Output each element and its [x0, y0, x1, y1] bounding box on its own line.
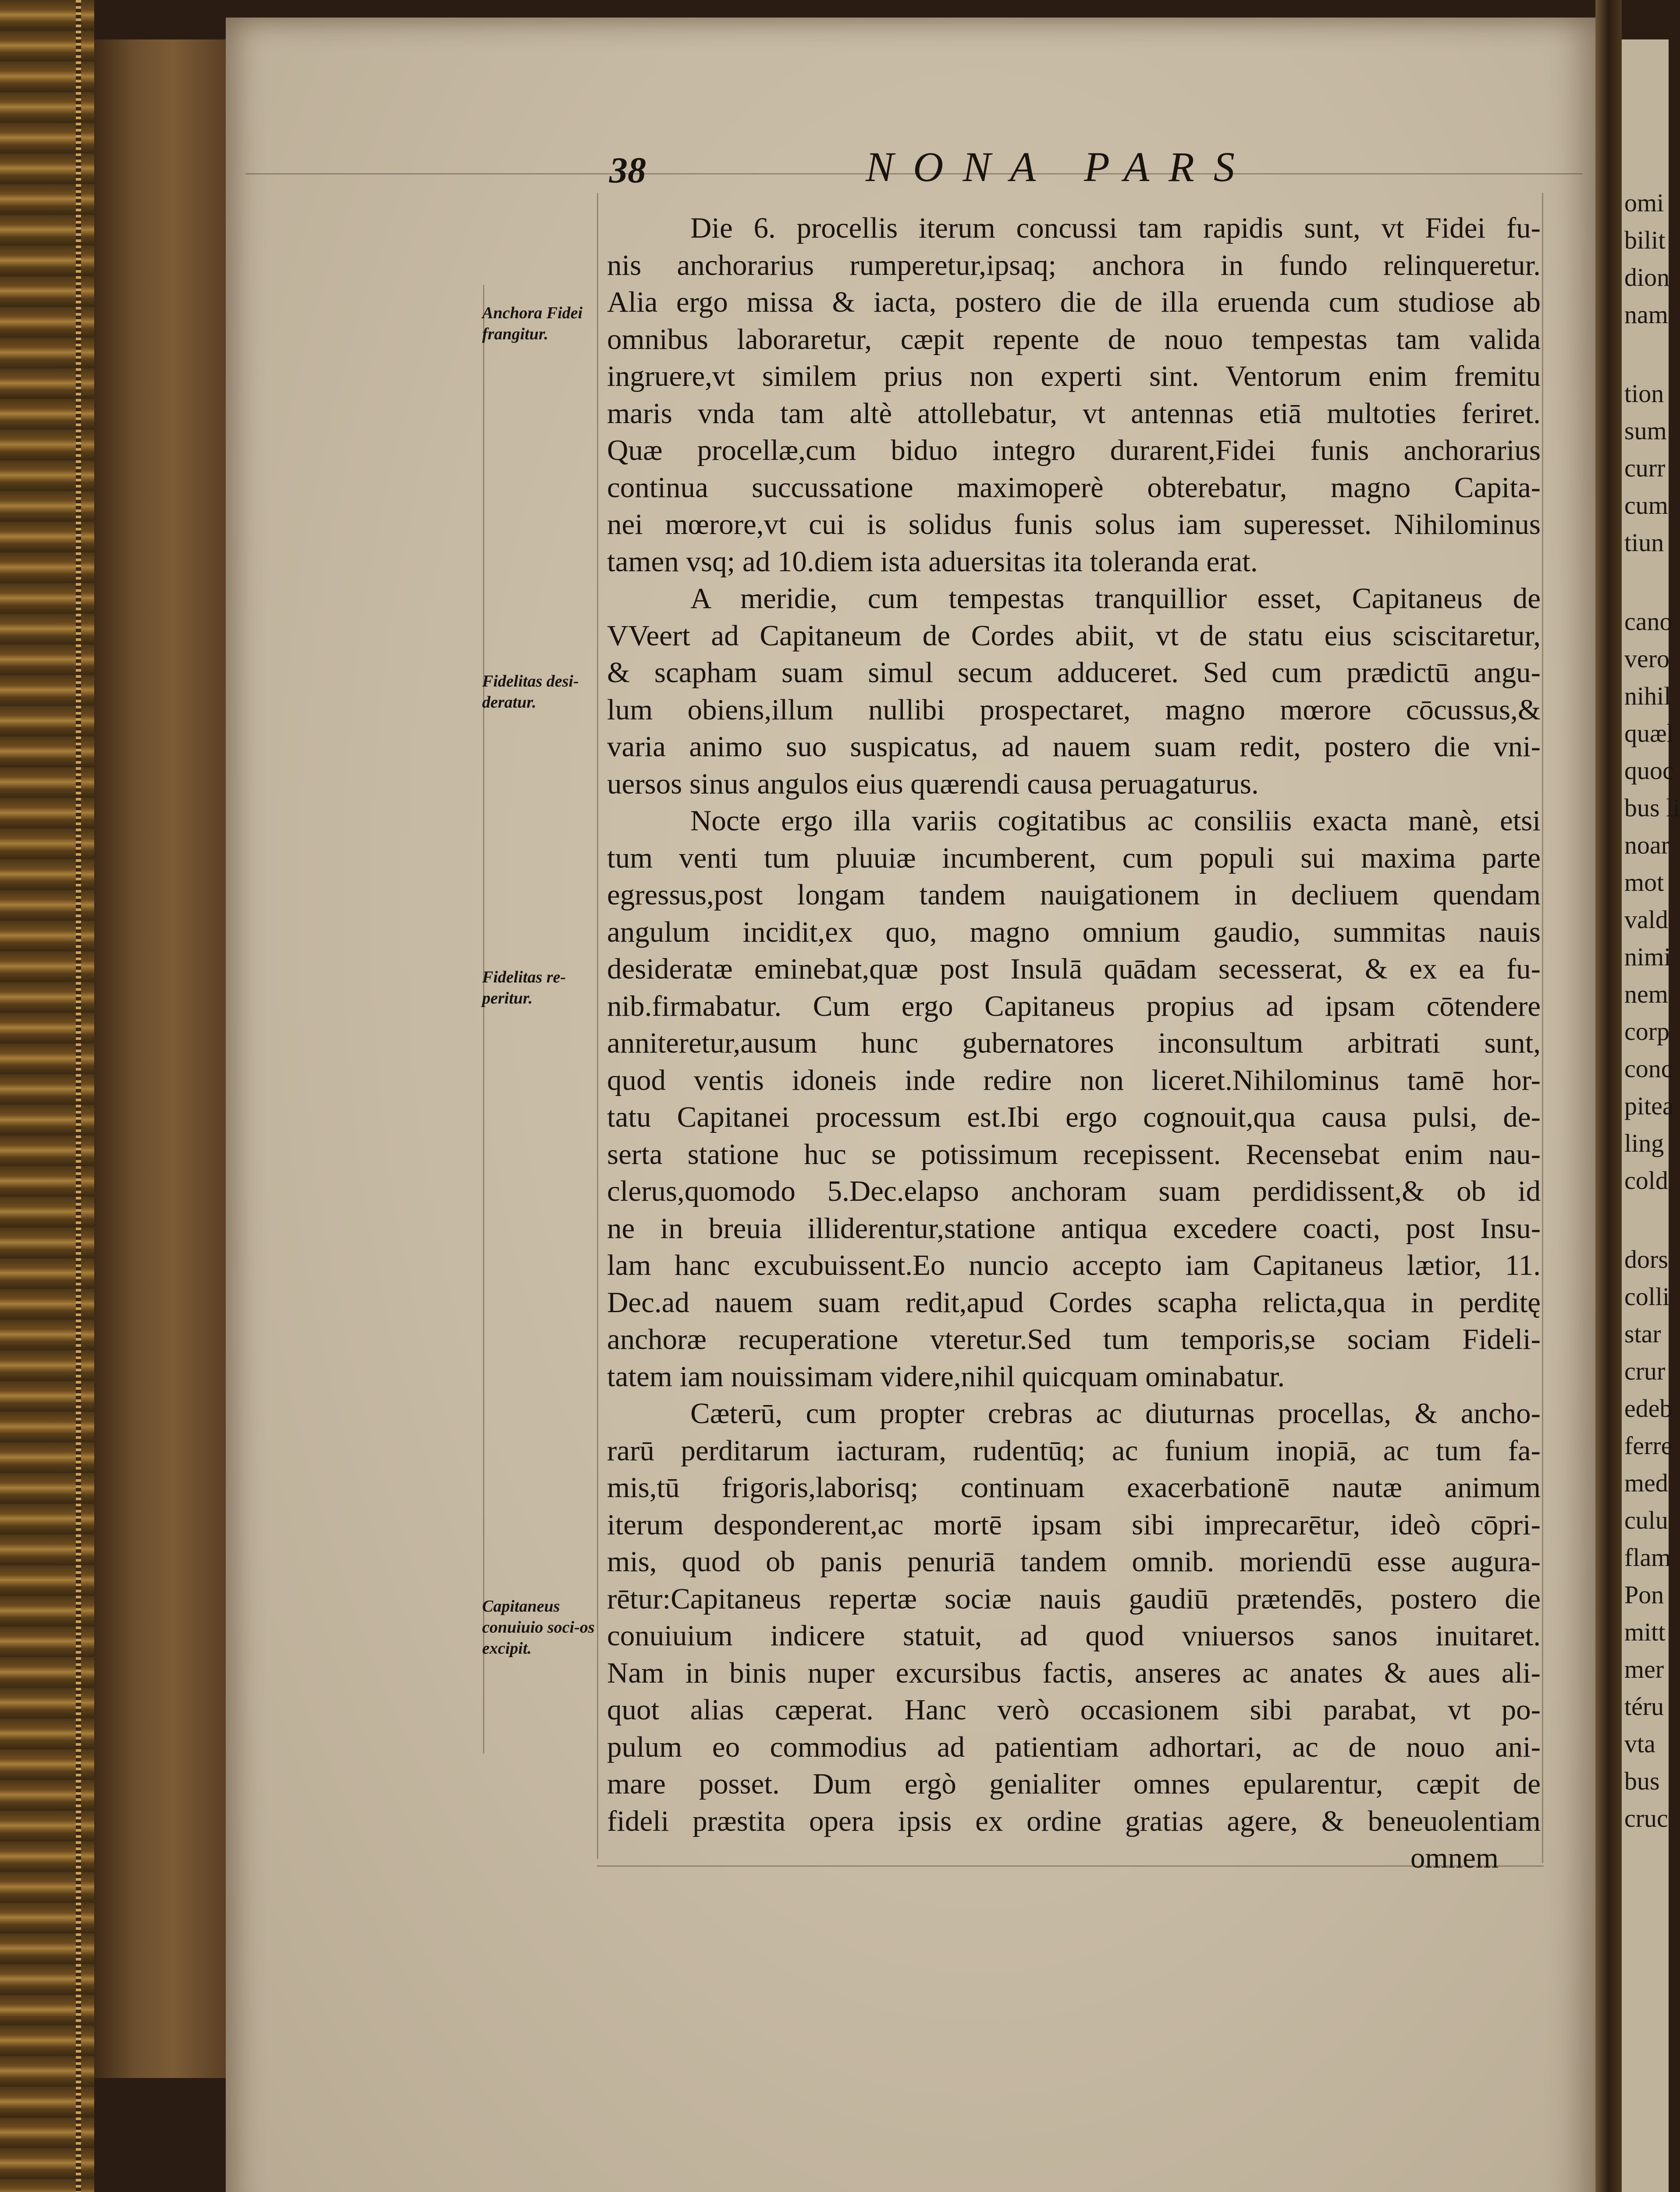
catchword: omnem — [1410, 1842, 1499, 1874]
right-page-word: nimi — [1624, 943, 1671, 971]
text-line: mare posset. Dum ergò genialiter omnes epularentur, cæpit de — [607, 1768, 1541, 1800]
text-line: mis,tū frigoris,laborisq; continuam exacerbationē nautæ animum — [607, 1471, 1541, 1504]
text-line: Alia ergo missa & iacta, postero die de illa eruenda cum studiose ab — [607, 286, 1541, 318]
text-line: nei mœrore,vt cui is solidus funis solus iam superesset. Nihilominus — [607, 508, 1541, 541]
right-page-group-1 — [1622, 184, 1669, 333]
text-line: angulum incidit,ex quo, magno omnium gaudio, summitas nauis — [607, 915, 1541, 948]
right-page-word: dors — [1624, 1245, 1668, 1274]
text-line: Die 6. procellis iterum concussi tam rapidis sunt, vt Fidei fu- — [690, 212, 1541, 244]
text-line: serta statione huc se potissimum recepissent. Recensebat enim nau- — [607, 1138, 1541, 1171]
right-page-word: colli — [1624, 1282, 1670, 1311]
body-text — [607, 210, 1541, 1840]
right-page-word: mer — [1624, 1655, 1664, 1683]
text-line: rarū perditarum iacturam, rudentūq; ac funium inopiā, ac tum fa- — [607, 1434, 1541, 1467]
text-line: Quæ procellæ,cum biduo integro durarent,Fidei funis anchorarius — [607, 434, 1541, 466]
paragraph — [607, 210, 1541, 580]
right-page-word: vta — [1624, 1729, 1655, 1758]
right-page-word: Pon — [1624, 1580, 1664, 1609]
text-line: egressus,post longam tandem nauigationem in decliuem quendam — [607, 879, 1541, 911]
footer-rule — [597, 1865, 1544, 1867]
right-page-word: crur — [1624, 1357, 1666, 1385]
right-page-word: quæl — [1624, 719, 1674, 747]
right-page-word: cold — [1624, 1166, 1668, 1195]
book-gutter — [1595, 0, 1622, 2192]
outer-margin-rule — [483, 285, 484, 1754]
text-line: mis, quod ob panis penuriā tandem omnib. moriendū esse augura- — [607, 1545, 1541, 1578]
text-line: continua succussatione maximoperè obterebatur, magno Capita- — [607, 471, 1541, 504]
margin-note: Fidelitas desi-deratur. — [482, 672, 579, 712]
right-page-word: ling — [1624, 1129, 1664, 1157]
right-page-word: nam — [1624, 300, 1668, 329]
right-page-fragment — [1622, 39, 1680, 2192]
text-line: anniteretur,ausum hunc gubernatores inconsultum arbitrati sunt, — [607, 1027, 1541, 1059]
text-line: A meridie, cum tempestas tranquillior esset, Capitaneus de — [690, 582, 1541, 615]
right-page-word: quoc — [1624, 756, 1674, 785]
text-line: clerus,quomodo 5.Dec.elapso anchoram suam perdidissent,& ob id — [607, 1175, 1541, 1207]
text-line: Nocte ergo illa variis cogitatibus ac consiliis exacta manè, etsi — [690, 804, 1541, 837]
running-head: NONA PARS — [866, 143, 1254, 190]
book-spine — [0, 0, 94, 2192]
right-page-word: vald — [1624, 905, 1668, 934]
text-line: nis anchorarius rumperetur,ipsaq; anchora in fundo relinqueretur. — [607, 249, 1541, 281]
margin-note: Capitaneus conuiuio soci-os excipit. — [482, 1597, 595, 1658]
right-page-word: cano — [1624, 607, 1673, 636]
margin-note: Fidelitas re-peritur. — [482, 968, 566, 1007]
text-line: lam hanc excubuissent.Eo nuncio accepto iam Capitaneus lætior, 11. — [607, 1249, 1541, 1281]
text-line: & scapham suam simul secum adduceret. Sed cum prædictū angu- — [607, 656, 1541, 689]
text-line: omnibus laboraretur, cæpit repente de nouo tempestas tam valida — [607, 323, 1541, 356]
text-line: maris vnda tam altè attollebatur, vt antennas etiā multoties feriret. — [607, 397, 1541, 430]
text-line: pulum eo commodius ad patientiam adhortari, ac de nouo ani- — [607, 1730, 1541, 1763]
text-line: tum venti tum pluuiæ incumberent, cum populi sui maxima parte — [607, 841, 1541, 874]
right-page-word: culu — [1624, 1506, 1668, 1534]
right-page-word: bus li — [1624, 794, 1680, 822]
paragraph — [607, 1395, 1541, 1840]
text-line: fideli præstita opera ipsis ex ordine gratias agere, & beneuolentiam — [607, 1804, 1541, 1837]
right-page-word: mitt — [1624, 1618, 1666, 1646]
text-line: nib.firmabatur. Cum ergo Capitaneus propius ad ipsam cōtendere — [607, 989, 1541, 1022]
right-page-word: corp — [1624, 1017, 1670, 1046]
right-page-word: sum — [1624, 416, 1667, 445]
paragraph — [607, 802, 1541, 1395]
right-page-word: noar — [1624, 831, 1670, 859]
right-page-group-2 — [1622, 375, 1669, 561]
right-page-word: tion — [1624, 379, 1664, 408]
text-line: desideratæ eminebat,quæ post Insulā quādam secesserat, & ex ea fu- — [607, 953, 1541, 985]
right-page-group-3 — [1622, 603, 1680, 1199]
right-page-word: star — [1624, 1320, 1661, 1348]
text-line: rētur:Capitaneus repertæ sociæ nauis gaudiū prætendēs, postero die — [607, 1582, 1541, 1615]
paragraph — [607, 580, 1541, 802]
right-page-word: vero — [1624, 644, 1670, 673]
right-page-word: ferre — [1624, 1431, 1673, 1460]
right-page-word: pitea — [1624, 1092, 1674, 1120]
right-page-word: nem — [1624, 980, 1668, 1008]
right-page-word: mot — [1624, 868, 1664, 897]
text-line: tatem iam nouissimam videre,nihil quicquam ominabatur. — [607, 1360, 1285, 1393]
text-line: tatu Capitanei processum est.Ibi ergo cognouit,qua causa pulsi, de- — [607, 1101, 1541, 1133]
right-page-word: cruc — [1624, 1804, 1668, 1833]
text-line: varia animo suo suspicatus, ad nauem suam redit, postero die vni- — [607, 730, 1541, 763]
text-line: iterum desponderent,ac mortē ipsam sibi imprecarētur, ideò cōpri- — [607, 1508, 1541, 1541]
text-line: quod ventis idoneis inde redire non liceret.Nihilominus tamē hor- — [607, 1064, 1541, 1096]
right-page-word: flam — [1624, 1543, 1671, 1572]
text-line: quot alias cæperat. Hanc verò occasionem sibi parabat, vt po- — [607, 1694, 1541, 1726]
margin-note: Anchora Fidei frangitur. — [482, 304, 583, 343]
page-edges — [94, 39, 226, 2078]
right-margin-rule — [1542, 193, 1543, 1863]
text-line: Dec.ad nauem suam redit,apud Cordes scapha relicta,qua in perditę — [607, 1286, 1541, 1319]
right-page-word: dion — [1624, 263, 1670, 292]
right-page-word: tiun — [1624, 528, 1664, 557]
right-page-word: nihil — [1624, 682, 1671, 710]
right-page-word: cum — [1624, 491, 1668, 520]
text-line: lum obiens,illum nullibi prospectaret, magno mœrore cōcussus,& — [607, 693, 1541, 726]
right-page-word: bus — [1624, 1767, 1660, 1795]
text-line: tamen vsq; ad 10.diem ista aduersitas ita toleranda erat. — [607, 545, 1258, 578]
right-page-word: edeb — [1624, 1394, 1673, 1423]
text-line: Cæterū, cum propter crebras ac diuturnas procellas, & ancho- — [690, 1397, 1541, 1430]
text-line: conuiuium indicere statuit, ad quod vniuersos sanos inuitaret. — [607, 1619, 1541, 1652]
right-page-group-4 — [1622, 1241, 1673, 1837]
text-line: ingruere,vt similem prius non experti sint. Ventorum enim fremitu — [607, 360, 1541, 392]
text-line: ne in breuia illiderentur,statione antiqua excedere coacti, post Insu- — [607, 1212, 1541, 1245]
right-page-word: conc — [1624, 1054, 1673, 1083]
text-line: anchoræ recuperatione vteretur.Sed tum temporis,se sociam Fideli- — [607, 1323, 1541, 1356]
page-number: 38 — [609, 150, 646, 191]
text-line: uersos sinus angulos eius quærendi causa peruagaturus. — [607, 767, 1259, 800]
text-line: Nam in binis nuper excursibus factis, anseres ac anates & aues ali- — [607, 1656, 1541, 1689]
right-page-word: omi — [1624, 189, 1664, 217]
right-page-word: téru — [1624, 1692, 1664, 1721]
text-line: VVeert ad Capitaneum de Cordes abiit, vt de statu eius sciscitaretur, — [607, 619, 1541, 652]
right-page-word: med — [1624, 1469, 1668, 1497]
right-page-word: bilit — [1624, 226, 1666, 254]
right-page-word: curr — [1624, 454, 1666, 482]
